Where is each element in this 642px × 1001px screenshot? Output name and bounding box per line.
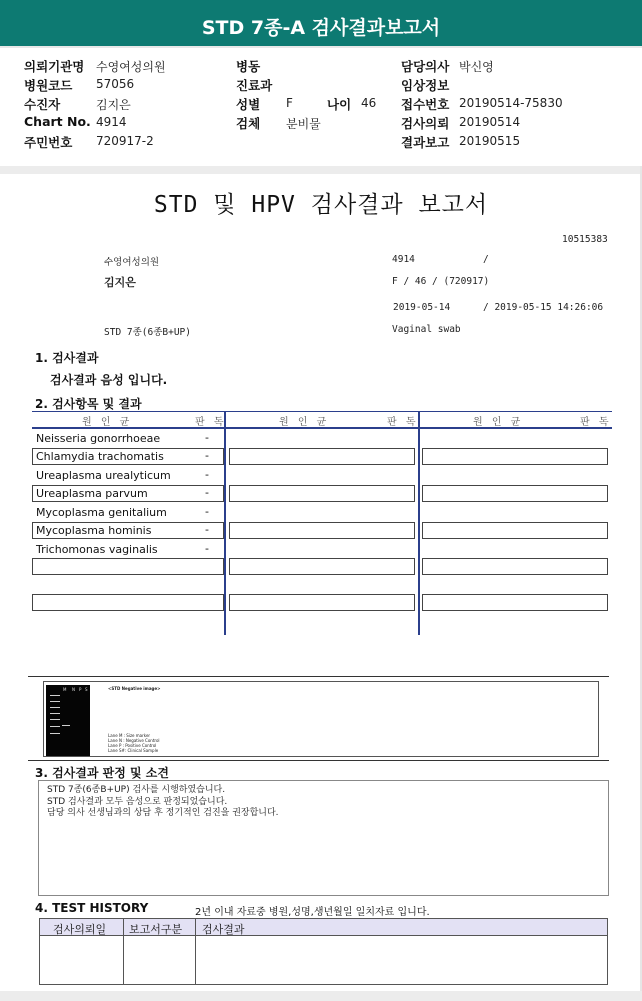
report-sex-age: F / 46 / (720917): [392, 276, 490, 287]
gel-lane-label: M: [63, 687, 67, 692]
table-row: [32, 485, 224, 502]
table-row: [229, 594, 415, 611]
section2-title: 2. 검사항목 및 결과: [35, 397, 142, 411]
value-receipt-no: 20190514-75830: [459, 96, 563, 110]
gel-lane-label: S: [85, 687, 88, 692]
section-rule: [28, 676, 609, 677]
history-col-report-type: 보고서구분: [129, 923, 183, 936]
report-date-received: 2019-05-14: [393, 302, 451, 313]
history-col-divider: [123, 919, 124, 984]
col-header-result: 판 독: [580, 417, 612, 428]
label-age: 나이: [327, 97, 352, 112]
gel-legend-line: Lane N : Negative Control: [108, 738, 160, 743]
value-chart-no: 4914: [96, 115, 127, 129]
value-hospital: 수영여성의원: [96, 60, 166, 74]
value-age: 46: [361, 96, 377, 110]
table-row: [422, 558, 608, 575]
label-hospital-code: 병원코드: [24, 78, 73, 93]
report-patient: 김지은: [104, 276, 136, 289]
section-divider: [0, 166, 642, 174]
label-request-date: 검사의뢰: [401, 116, 450, 131]
table-row: [422, 594, 608, 611]
col-header-result: 판 독: [387, 417, 419, 428]
gel-caption: <STD Negative image>: [108, 686, 161, 691]
report-date-reported: / 2019-05-15 14:26:06: [483, 302, 604, 313]
results-table: [32, 411, 612, 635]
value-patient: 김지은: [96, 98, 131, 112]
gel-legend-line: Lane M : Size marker: [108, 733, 151, 738]
value-specimen: 분비물: [286, 117, 321, 131]
table-row: [32, 522, 224, 539]
section3-title: 3. 검사결과 판정 및 소견: [35, 766, 169, 780]
value-hospital-code: 57056: [96, 77, 135, 91]
table-top-rule: [32, 411, 612, 412]
pathogen-result: -: [205, 449, 209, 462]
doc-number: 10515383: [562, 234, 608, 245]
gel-electrophoresis-image: [46, 685, 90, 756]
section1-summary: 검사결과 음성 입니다.: [50, 373, 168, 387]
col-header-pathogen: 원 인 균: [473, 417, 524, 428]
value-report-date: 20190515: [459, 134, 521, 148]
table-row: [229, 522, 415, 539]
history-col-result: 검사결과: [202, 923, 245, 936]
section1-title: 1. 검사결과: [35, 351, 99, 365]
gel-band: [50, 701, 60, 702]
label-hospital: 의뢰기관명: [24, 59, 85, 74]
table-row: [32, 430, 224, 447]
table-row: [32, 448, 224, 465]
label-specimen: 검체: [236, 116, 261, 131]
opinion-line: STD 7종(6종B+UP) 검사를 시행하였습니다.: [47, 785, 226, 795]
label-doctor: 담당의사: [401, 59, 450, 74]
gel-image-panel: [43, 681, 599, 757]
pathogen-name: Ureaplasma urealyticum: [36, 469, 171, 482]
section4-note: 2년 이내 자료중 병원,성명,생년월일 일치자료 입니다.: [195, 907, 430, 918]
table-divider: [418, 411, 420, 635]
table-row: [32, 467, 224, 484]
opinion-line: STD 검사결과 모두 음성으로 판정되었습니다.: [47, 796, 228, 807]
history-col-divider: [195, 919, 196, 984]
opinion-box: [38, 780, 609, 896]
pathogen-result: -: [205, 542, 209, 555]
pathogen-name: Neisseria gonorrhoeae: [36, 432, 161, 445]
gel-band: [50, 733, 60, 734]
table-row: [32, 504, 224, 521]
section-rule: [28, 760, 609, 761]
pathogen-name: Chlamydia trachomatis: [36, 450, 164, 463]
pathogen-result: -: [205, 523, 209, 536]
patient-header: [0, 48, 642, 166]
report-test-name: STD 7종(6종B+UP): [104, 327, 191, 338]
label-chart-no: Chart No.: [24, 114, 91, 129]
label-report-date: 결과보고: [401, 135, 450, 150]
report-specimen: Vaginal swab: [392, 324, 461, 335]
label-resident-no: 주민번호: [24, 135, 73, 150]
label-patient: 수진자: [24, 97, 61, 112]
gel-band: [50, 695, 60, 696]
value-resident-no: 720917-2: [96, 134, 154, 148]
opinion-line: 담당 의사 선생님과의 상담 후 정기적인 검진을 권장합니다.: [47, 808, 279, 818]
value-doctor: 박신영: [459, 60, 494, 74]
gel-lane-label: N: [72, 687, 75, 692]
gel-band: [50, 713, 60, 714]
page-footer-band: [0, 991, 642, 1001]
col-header-pathogen: 원 인 균: [82, 417, 133, 428]
table-row: [32, 594, 224, 611]
gel-legend-line: Lane P : Positive Control: [108, 743, 157, 748]
col-header-result: 판 독: [195, 417, 227, 428]
table-row: [229, 558, 415, 575]
pathogen-result: -: [205, 468, 209, 481]
table-row: [422, 522, 608, 539]
table-row: [229, 485, 415, 502]
report-banner: [0, 0, 642, 48]
table-row: [422, 485, 608, 502]
pathogen-result: -: [205, 486, 209, 499]
history-header-row: [40, 919, 607, 936]
label-clinical-info: 임상정보: [401, 78, 450, 93]
gel-band: [50, 719, 60, 720]
pathogen-name: Ureaplasma parvum: [36, 487, 148, 500]
label-ward: 병동: [236, 59, 261, 74]
table-row: [32, 558, 224, 575]
gel-band: [62, 725, 70, 726]
table-divider: [224, 411, 226, 635]
pathogen-name: Mycoplasma genitalium: [36, 506, 167, 519]
pathogen-name: Mycoplasma hominis: [36, 524, 152, 537]
history-table: [39, 918, 608, 985]
value-request-date: 20190514: [459, 115, 521, 129]
gel-lane-label: P: [79, 687, 82, 692]
pathogen-result: -: [205, 505, 209, 518]
pathogen-result: -: [205, 431, 209, 444]
report-chart-no: 4914: [392, 254, 415, 265]
banner-title: STD 7종-A 검사결과보고서: [201, 17, 441, 39]
report-hospital: 수영여성의원: [104, 257, 160, 268]
value-sex: F: [286, 96, 293, 110]
table-row: [32, 541, 224, 558]
gel-band: [50, 726, 60, 727]
table-row: [422, 448, 608, 465]
pathogen-name: Trichomonas vaginalis: [36, 543, 158, 556]
col-header-pathogen: 원 인 균: [279, 417, 330, 428]
gel-legend-line: Lane S#: Clinical Sample: [108, 748, 159, 753]
table-row: [229, 448, 415, 465]
label-sex: 성별: [236, 97, 261, 112]
report-chart-sep: /: [483, 254, 489, 265]
section4-title: 4. TEST HISTORY: [35, 901, 149, 915]
label-receipt-no: 접수번호: [401, 97, 450, 112]
history-col-request-date: 검사의뢰일: [53, 923, 107, 936]
report-title: STD 및 HPV 검사결과 보고서: [153, 192, 489, 218]
label-department: 진료과: [236, 78, 273, 93]
gel-band: [50, 707, 60, 708]
